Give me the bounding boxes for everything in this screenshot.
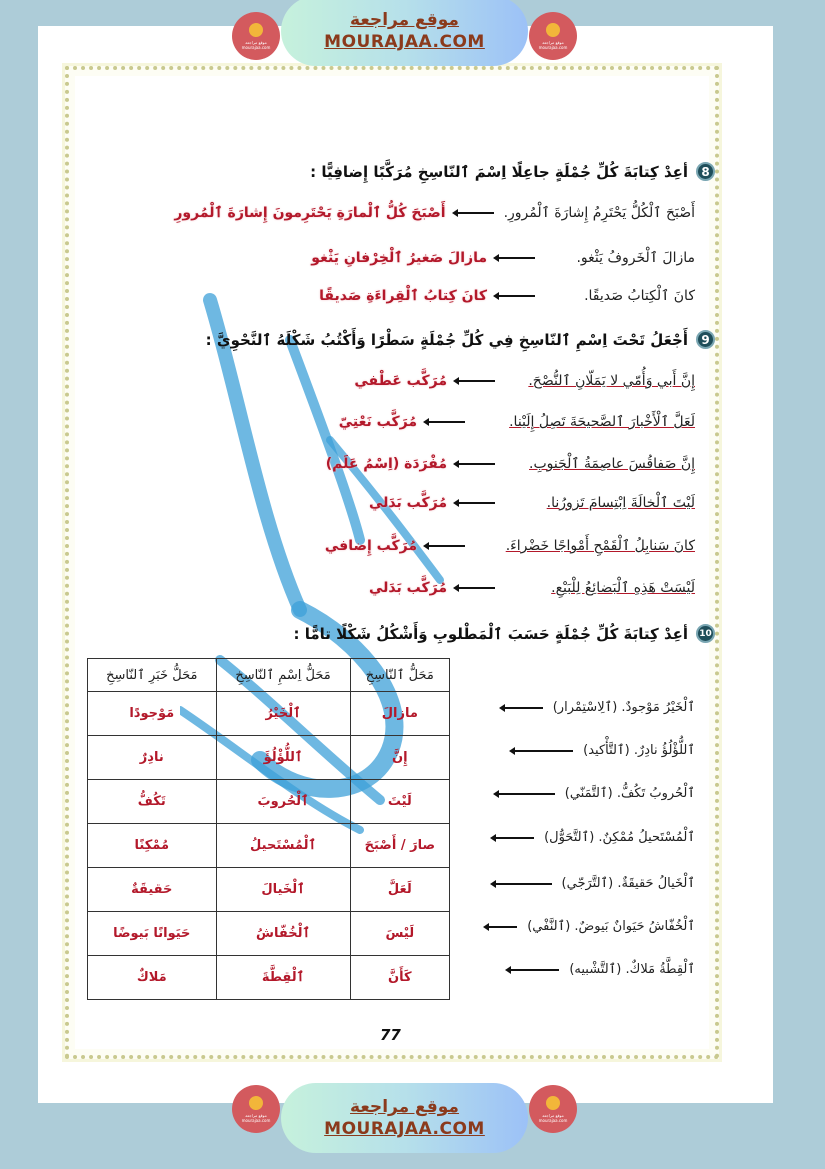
table-row: صارَ / أَصْبَحَ ٱلْمُسْتَحيلُ مُمْكِنًا — [88, 824, 450, 868]
arrow-icon — [503, 707, 543, 709]
arrow-icon — [497, 793, 555, 795]
exercise-number-badge: 9 — [696, 330, 715, 349]
mourajaa-logo: موقع مراجعة mourajaa.com — [529, 12, 577, 60]
exercise-9-row: لَيْسَتْ هَذِهِ ٱلْبَضائِعُ لِلْبَيْعِ. مُرَكَّب بَدَلي — [369, 580, 695, 596]
mourajaa-logo: موقع مراجعة mourajaa.com — [529, 1085, 577, 1133]
banner-arabic: موقع مراجعة — [350, 10, 459, 30]
arrow-icon — [457, 502, 495, 504]
header-khabar-nasikh: مَحَلُّ خَبَرِ ٱلنّاسِخِ — [88, 659, 217, 692]
exercise-10-prompt: ٱلْخَيْرُ مَوْجودٌ. (ٱلِاسْتِمْرار) — [503, 700, 695, 715]
table-row: مازالَ ٱلْخَيْرُ مَوْجودًا — [88, 692, 450, 736]
arrow-icon — [457, 380, 495, 382]
exercise-8-row: كانَ ٱلْكِتابُ صَديقًا. كانَ كِتابُ ٱلْقِراءَةِ صَديقًا — [319, 288, 695, 304]
exercise-9-title: 9 أَجْعَلُ تَحْتَ اِسْمِ ٱلنّاسِخِ فِي كُلِّ جُمْلَةٍ سَطْرًا وَأَكْتُبُ شَكْلَهُ ٱلنَّحْوِيَّ : — [206, 330, 715, 349]
banner-english: MOURAJAA.COM — [324, 32, 485, 52]
table-row: إِنَّ ٱللُّؤْلُؤَ نادِرٌ — [88, 736, 450, 780]
table-row: لَيْتَ ٱلْحُروبَ تَكُفُّ — [88, 780, 450, 824]
book-icon — [546, 1096, 560, 1110]
mourajaa-logo: موقع مراجعة mourajaa.com — [232, 1085, 280, 1133]
exercise-9-row: كانَ سَنابِلُ ٱلْقَمْحِ أَمْواجًا خَضْراءَ. مُرَكَّب إِضافي — [324, 538, 695, 554]
exercise-9-row: لَيْتَ ٱلْخالَةَ اِبْتِسامَ تَزورُنا. مُرَكَّب بَدَلي — [369, 495, 695, 511]
answer-table — [87, 658, 450, 1000]
arrow-icon — [497, 257, 535, 259]
exercise-9-row: لَعَلَّ ٱلْأَخْبارَ ٱلصَّحيحَةَ تَصِلُ إِلَيْنا. مُرَكَّب نَعْتِيّ — [338, 414, 695, 430]
table-row: لَيْسَ ٱلْخُفّاشُ حَيَوانًا بَيوضًا — [88, 912, 450, 956]
exercise-9-row: إِنَّ صَفاقُسَ عاصِمَةُ ٱلْجَنوبِ. مُفْرَدَة (اِسْمُ عَلَم) — [325, 456, 695, 472]
exercise-10-prompt: ٱلْمُسْتَحيلُ مُمْكِنٌ. (ٱلتَّحَوُّل) — [494, 830, 695, 845]
arrow-icon — [487, 926, 517, 928]
exercise-number-badge: 8 — [696, 162, 715, 181]
arrow-icon — [497, 295, 535, 297]
header-ism-nasikh: مَحَلُّ اِسْمِ ٱلنّاسِخِ — [216, 659, 350, 692]
exercise-8-title: 8 أعِدْ كِتابَةَ كُلِّ جُمْلَةٍ جاعِلًا اِسْمَ ٱلنّاسِخِ مُرَكَّبًا إِضافِيًّا : — [310, 162, 715, 181]
arrow-icon — [456, 212, 494, 214]
exercise-10-prompt: ٱلْخَيالُ حَقيقَةٌ. (ٱلتَّرَجّي) — [494, 876, 695, 891]
arrow-icon — [427, 421, 465, 423]
table-row: لَعَلَّ ٱلْخَيالَ حَقيقَةٌ — [88, 868, 450, 912]
exercise-number-badge: 10 — [696, 624, 715, 643]
arrow-icon — [494, 883, 552, 885]
exercise-10-prompt: ٱلْخُفّاشُ حَيَوانٌ بَيوضٌ. (ٱلنَّفْي) — [487, 919, 695, 934]
arrow-icon — [494, 837, 534, 839]
site-banner-bottom[interactable] — [281, 1083, 528, 1153]
banner-english: MOURAJAA.COM — [324, 1119, 485, 1139]
exercise-10-title: 10 أعِدْ كِتابَةَ كُلِّ جُمْلَةٍ حَسَبَ ٱلْمَطْلوبِ وَأَشْكُلُ شَكْلًا تامًّا : — [294, 624, 715, 643]
arrow-icon — [427, 545, 465, 547]
exercise-8-row: أَصْبَحَ ٱلْكُلُّ يَحْتَرِمُ إِشارَةَ ٱلْمُرورِ. أَصْبَحَ كُلُّ ٱلْمارَةِ يَحْتَرِمونَ إِشارَةَ ٱلْمُرورِ — [174, 205, 695, 221]
header-nasikh: مَحَلُّ ٱلنّاسِخِ — [350, 659, 449, 692]
exercise-9-row: إِنَّ أَبي وَأُمّي لا يَمَلّانِ ٱلنُّصْحَ. مُرَكَّب عَطْفي — [354, 373, 695, 389]
exercise-8-row: مازالَ ٱلْخَروفُ يَثْغو. مازالَ صَغيرُ ٱلْخِرْفانِ يَثْغو — [311, 250, 695, 266]
page-number: 77 — [380, 1026, 401, 1044]
banner-arabic: موقع مراجعة — [350, 1097, 459, 1117]
arrow-icon — [509, 969, 559, 971]
table-row: كَأَنَّ ٱلْقِطَّةَ مَلاكٌ — [88, 956, 450, 1000]
exercise-10-prompt: ٱلْحُروبُ تَكُفُّ. (ٱلتَّمَنّي) — [497, 786, 695, 801]
arrow-icon — [513, 750, 573, 752]
exercise-10-prompt: ٱللُّؤْلُؤُ نادِرٌ. (ٱلتَّأْكيد) — [513, 743, 695, 758]
book-icon — [249, 1096, 263, 1110]
mourajaa-logo: موقع مراجعة mourajaa.com — [232, 12, 280, 60]
arrow-icon — [457, 587, 495, 589]
exercise-10-prompt: ٱلْقِطَّةُ مَلاكٌ. (ٱلتَّشْبيه) — [509, 962, 695, 977]
arrow-icon — [457, 463, 495, 465]
table-header-row — [88, 659, 450, 692]
